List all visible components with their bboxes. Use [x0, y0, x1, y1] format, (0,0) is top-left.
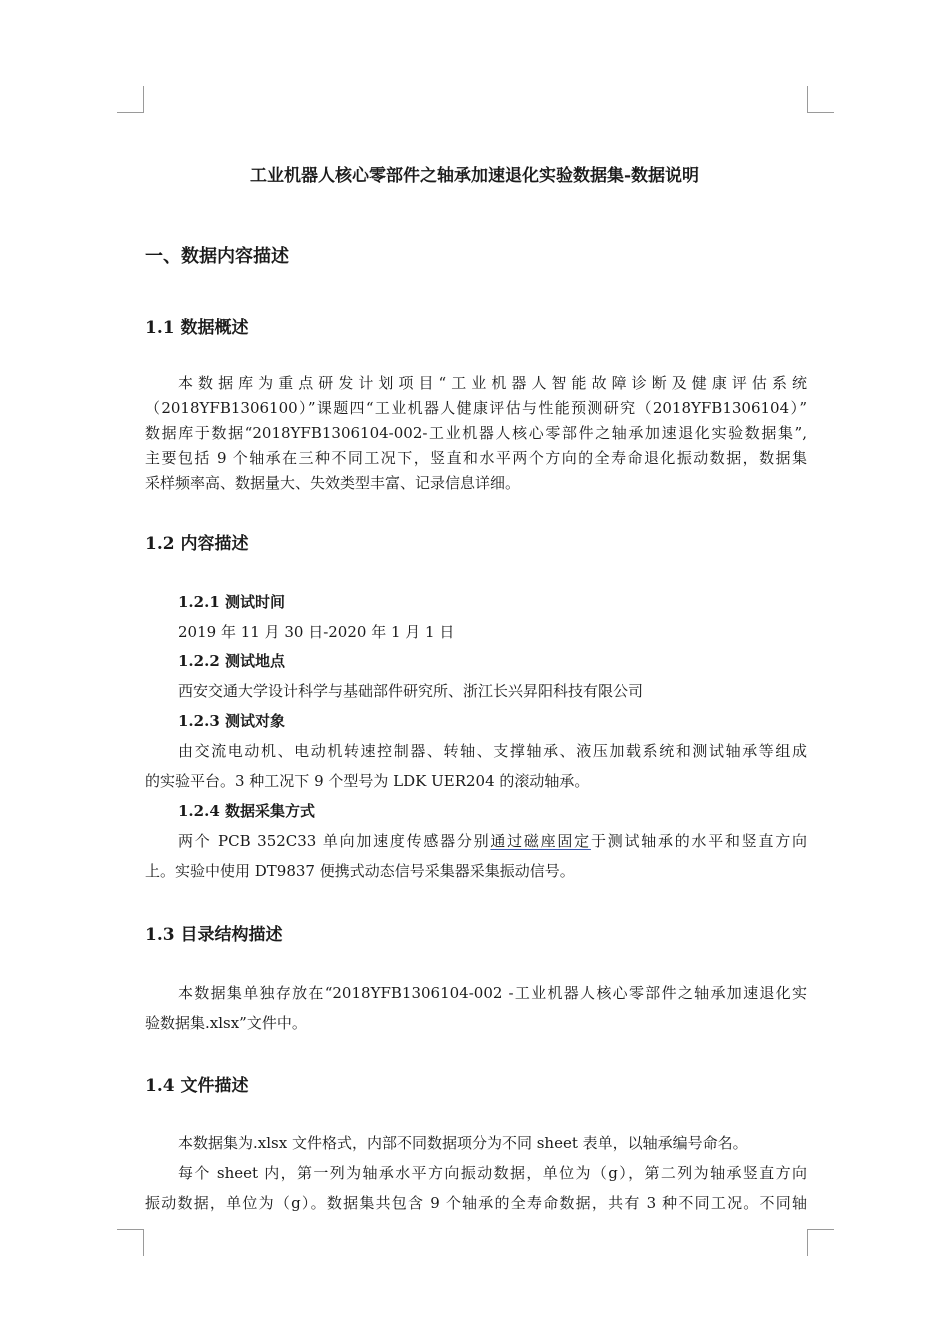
heading-1-3: 1.3 目录结构描述	[145, 925, 283, 945]
file-description-para-2-line-2: 振动数据，单位为（g）。数据集共包含 9 个轴承的全寿命数据，共有 3 种不同工况。不同轴	[145, 1194, 807, 1212]
acquisition-line-1-a: 两个 PCB 352C33 单向加速度传感器分别	[178, 832, 491, 850]
overview-line-3: 数据库于数据“2018YFB1306104-002-工业机器人核心零部件之轴承加速退化实验数据集”,	[145, 424, 807, 442]
acquisition-line-2: 上。实验中使用 DT9837 便携式动态信号采集器采集振动信号。	[145, 862, 575, 880]
heading-1-2-4: 1.2.4 数据采集方式	[178, 802, 315, 820]
crop-mark-top-left	[117, 86, 144, 113]
overview-line-1: 本数据库为重点研发计划项目“工业机器人智能故障诊断及健康评估系统	[178, 374, 807, 392]
directory-line-2: 验数据集.xlsx”文件中。	[145, 1014, 307, 1032]
directory-line-1: 本数据集单独存放在“2018YFB1306104-002 -工业机器人核心零部件之轴承加速退化实	[178, 984, 807, 1002]
crop-mark-bottom-left	[117, 1229, 144, 1256]
section-heading-1: 一、数据内容描述	[145, 246, 289, 267]
file-description-para-2-line-1: 每个 sheet 内，第一列为轴承水平方向振动数据，单位为（g），第二列为轴承竖直方向	[178, 1164, 807, 1182]
test-object-line-1: 由交流电动机、电动机转速控制器、转轴、支撑轴承、液压加载系统和测试轴承等组成	[178, 742, 807, 760]
heading-1-2-3: 1.2.3 测试对象	[178, 712, 285, 730]
overview-line-4: 主要包括 9 个轴承在三种不同工况下，竖直和水平两个方向的全寿命退化振动数据，数据集	[145, 449, 807, 467]
heading-1-2: 1.2 内容描述	[145, 534, 249, 554]
heading-1-1: 1.1 数据概述	[145, 318, 249, 338]
heading-1-2-2: 1.2.2 测试地点	[178, 652, 285, 670]
overview-line-2: （2018YFB1306100）”课题四“工业机器人健康评估与性能预测研究（2018YFB1306104）”	[145, 399, 807, 417]
crop-mark-bottom-right	[807, 1229, 834, 1256]
underlined-phrase: 通过磁座固定	[490, 832, 591, 850]
test-object-line-2: 的实验平台。3 种工况下 9 个型号为 LDK UER204 的滚动轴承。	[145, 772, 590, 790]
acquisition-line-1	[178, 830, 807, 851]
document-title: 工业机器人核心零部件之轴承加速退化实验数据集-数据说明	[249, 166, 700, 186]
acquisition-line-1-c: 于测试轴承的水平和竖直方向	[590, 832, 807, 850]
test-time-text: 2019 年 11 月 30 日-2020 年 1 月 1 日	[178, 623, 455, 641]
heading-1-4: 1.4 文件描述	[145, 1076, 249, 1096]
crop-mark-top-right	[807, 86, 834, 113]
file-description-para-1: 本数据集为.xlsx 文件格式，内部不同数据项分为不同 sheet 表单，以轴承编号命名。	[178, 1134, 748, 1152]
test-location-text: 西安交通大学设计科学与基础部件研究所、浙江长兴昇阳科技有限公司	[178, 682, 644, 700]
overview-line-5: 采样频率高、数据量大、失效类型丰富、记录信息详细。	[145, 474, 521, 492]
heading-1-2-1: 1.2.1 测试时间	[178, 593, 285, 611]
